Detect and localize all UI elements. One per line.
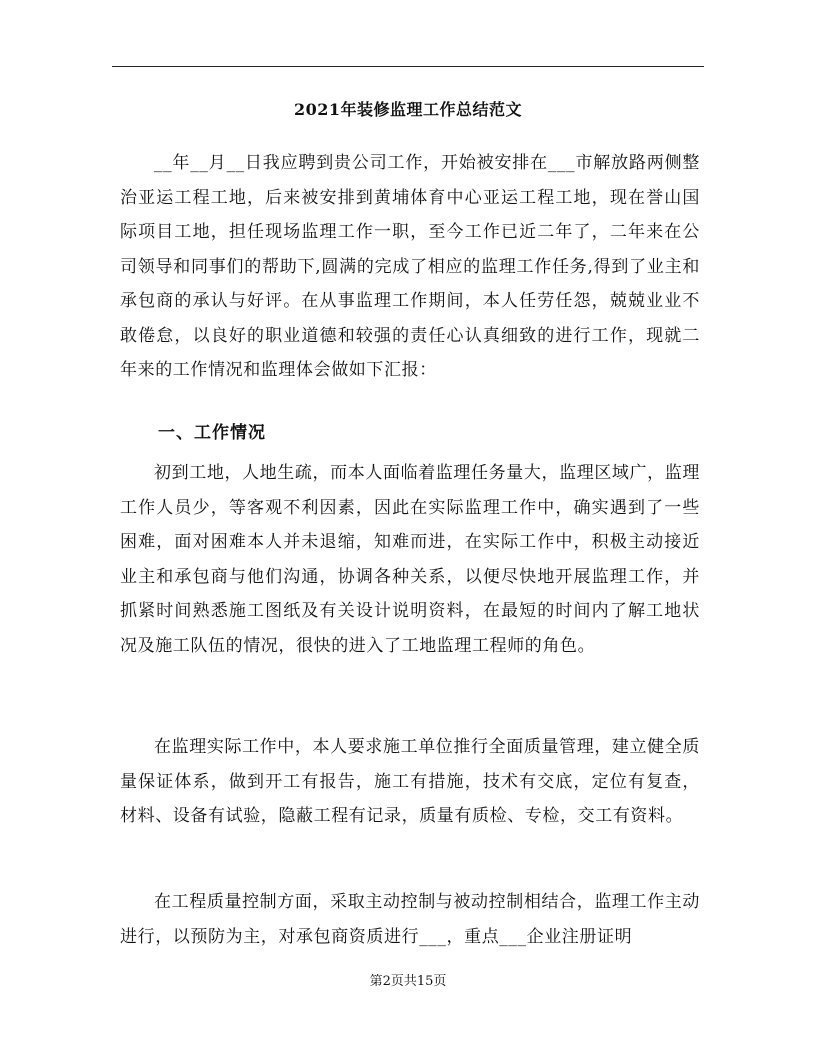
section-heading: 一、工作情况	[158, 423, 266, 443]
paragraph-quality-management: 在监理实际工作中，本人要求施工单位推行全面质量管理，建立健全质量保证体系，做到开工有报告，施工有措施，技术有交底，定位有复查，材料、设备有试验，隐蔽工程有记录，质量有质检、专检，交工有资料。	[120, 737, 700, 826]
top-rule	[112, 66, 704, 67]
paragraph-quality-control: 在工程质量控制方面，采取主动控制与被动控制相结合，监理工作主动进行，以预防为主，对承包商资质进行___，重点___企业注册证明	[120, 892, 700, 947]
paragraph-work-start: 初到工地，人地生疏，而本人面临着监理任务量大，监理区域广，监理工作人员少，等客观不利因素，因此在实际监理工作中，确实遇到了一些困难，面对困难本人并未退缩，知难而进，在实际工作中，积极主动接近业主和承包商与他们沟通，协调各种关系，以便尽快地开展监理工作，并抓紧时间熟悉施工图纸及有关设计说明资料，在最短的时间内了解工地状况及施工队伍的情况，很快的进入了工地监理工程师的角色。	[120, 463, 700, 656]
document-title: 2021年装修监理工作总结范文	[293, 100, 523, 119]
paragraph-intro: __年__月__日我应聘到贵公司工作，开始被安排在___市解放路两侧整治亚运工程工地，后来被安排到黄埔体育中心亚运工程工地，现在誉山国际项目工地，担任现场监理工作一职，至今工作已近二年了，二年来在公司领导和同事们的帮助下,圆满的完成了相应的监理工作任务,得到了业主和承包商的承认与好评。在从事监理工作期间，本人任劳任怨，兢兢业业不敢倦怠，以良好的职业道德和较强的责任心认真细致的进行工作，现就二年来的工作情况和监理体会做如下汇报：	[120, 153, 700, 380]
page-footer: 第2页共15页	[369, 974, 447, 989]
